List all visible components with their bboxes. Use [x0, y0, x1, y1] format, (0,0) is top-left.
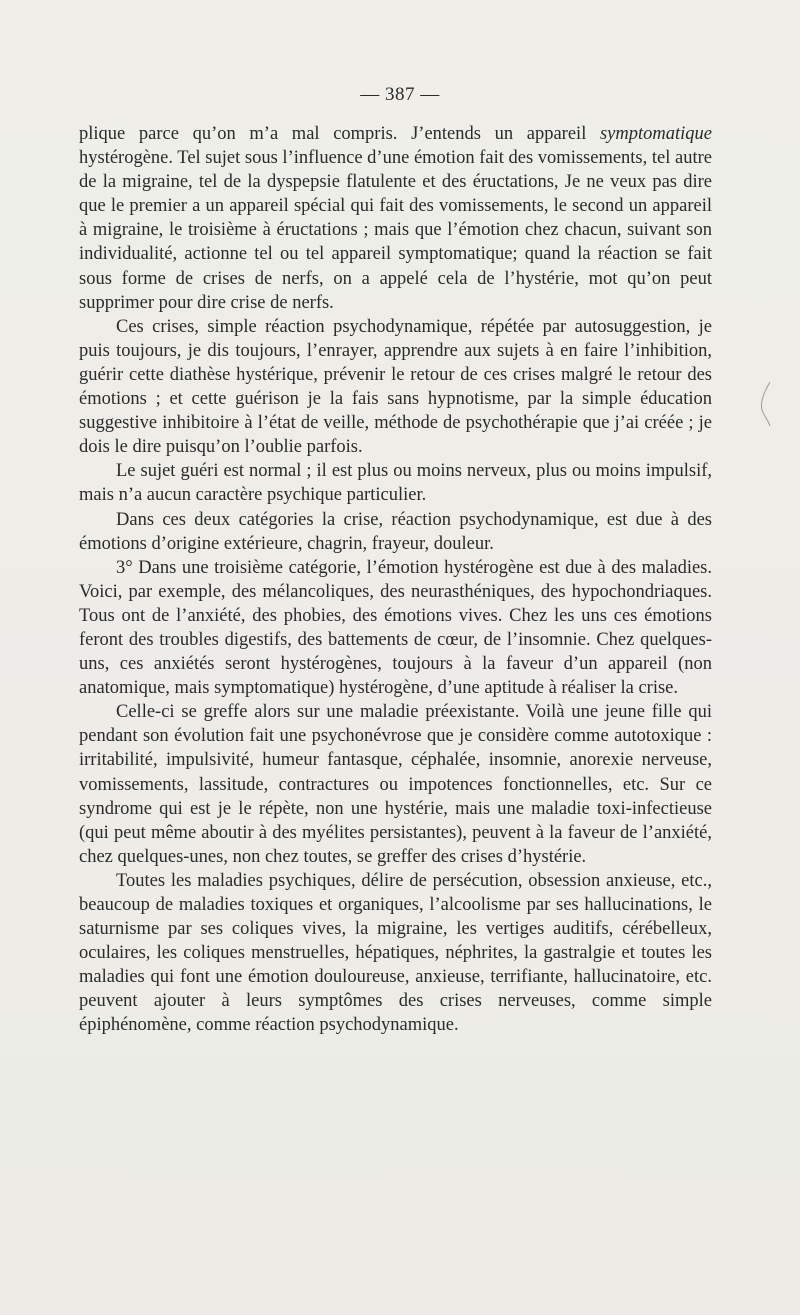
paragraph-1-emphasis: symptomatique — [599, 124, 712, 144]
paragraph-6: Celle-ci se greffe alors sur une maladie préexistante. Voilà une jeune fille qui pendant son évolution fait une psychonévrose que je considère comme autotoxique : irritabilité, impulsivité, humeur fantasque, céphalée, insomnie, anorexie nerveuse, vomissements, lassitude, contractures ou impotences fonctionnelles, etc. Sur ce syndrome qui est je le répète, non une hystérie, mais une maladie toxi-infectieuse (qui peut même aboutir à des myélites persistantes), peuvent à la faveur de l’anxiété, chez quelques-unes, non chez toutes, se greffer des crises d’hystérie. — [79, 702, 712, 867]
paragraph-3: Le sujet guéri est normal ; il est plus ou moins nerveux, plus ou moins impulsif, mais n’a aucun caractère psychique particulier. — [79, 461, 712, 506]
paragraph-1-start: plique parce qu’on m’a mal compris. J’entends un appareil — [79, 124, 600, 144]
paragraph-5: 3° Dans une troisième catégorie, l’émotion hystérogène est due à des maladies. Voici, par exemple, des mélancoliques, des neurasthéniques, des hypochondriaques. Tous ont de l’anxiété, des phobies, des émotions vives. Chez les uns ces émotions feront des troubles digestifs, des battements de cœur, de l’insomnie. Chez quelques-uns, ces anxiétés seront hystérogènes, toujours à la faveur d’un appareil (non anatomique, mais symptomatique) hystérogène, d’une aptitude à réaliser la crise. — [79, 557, 712, 699]
page-number: — 387 — — [360, 84, 440, 105]
paragraph-4: Dans ces deux catégories la crise, réaction psychodynamique, est due à des émotions d’origine extérieure, chagrin, frayeur, douleur. — [79, 509, 712, 554]
margin-pencil-mark — [756, 380, 776, 440]
body-text — [79, 122, 712, 1038]
paragraph-7: Toutes les maladies psychiques, délire de persécution, obsession anxieuse, etc., beaucoup de maladies toxiques et organiques, l’alcoolisme par ses hallucinations, le saturnisme par ses coliques vives, la migraine, les vertiges auditifs, cérébelleux, oculaires, les coliques menstruelles, hépatiques, néphrites, la gastralgie et toutes les maladies qui font une émotion douloureuse, anxieuse, terrifiante, hallucinatoire, etc. peuvent ajouter à leurs symptômes des crises nerveuses, comme simple épiphénomène, comme réaction psychodynamique. — [79, 870, 712, 1036]
paragraph-1-end: hystérogène. Tel sujet sous l’influence d’une émotion fait des vomissements, tel autre de la migraine, tel de la dyspepsie flatulente et des éructations, Je ne veux pas dire que le premier a un appareil spécial qui fait des vomissements, le second un appareil à migraine, le troisième à éructations ; mais que l’émotion chez chacun, suivant son individualité, actionne tel ou tel appareil symptomatique; quand la réaction se fait sous forme de crises de nerfs, on a appelé cela de l’hystérie, mot qu’on peut supprimer pour dire crise de nerfs. — [79, 148, 712, 313]
paragraph-2: Ces crises, simple réaction psychodynamique, répétée par autosuggestion, je puis toujours, je dis toujours, l’enrayer, apprendre aux sujets à en faire l’inhibition, guérir cette diathèse hystérique, prévenir le retour de ces crises malgré le retour des émotions ; et cette guérison je la fais sans hypnotisme, par la simple éducation suggestive inhibitoire à l’état de veille, méthode de psychothérapie que j’ai créée ; je dois le dire puisqu’on l’oublie parfois. — [79, 316, 712, 458]
paragraph-1 — [79, 122, 712, 315]
